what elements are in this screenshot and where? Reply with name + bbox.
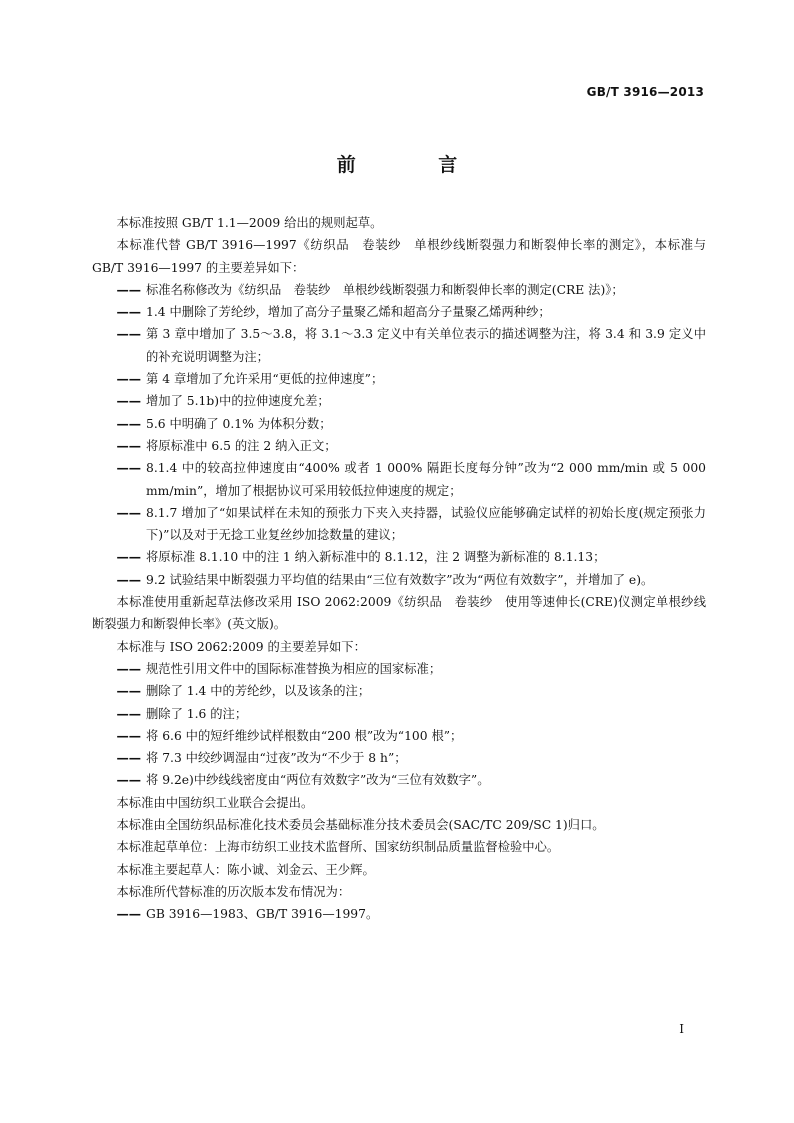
- list-item-text: 删除了 1.4 中的芳纶纱，以及该条的注；: [146, 684, 371, 699]
- paragraph: 本标准由中国纺织工业联合会提出。: [116, 795, 314, 810]
- paragraph: 本标准所代替标准的历次版本发布情况为：: [116, 884, 351, 899]
- paragraph: 本标准使用重新起草法修改采用 ISO 2062:2009《纺织品 卷装纱 使用等速伸长(CRE)仪测定单根纱线断裂强力和断裂伸长率》(英文版)。: [92, 595, 706, 632]
- list-item-text: 8.1.4 中的较高拉伸速度由“400% 或者 1 000% 隔距长度每分钟”改为“2 000 mm/min 或 5 000 mm/min”，增加了根据协议可采用较低拉伸速度的规定；: [146, 461, 706, 498]
- em-dash-marker: ——: [116, 661, 142, 676]
- foreword-body: [92, 212, 706, 926]
- list-item: [92, 301, 706, 323]
- list-item: [92, 658, 706, 680]
- list-item: [92, 546, 706, 568]
- em-dash-marker: ——: [116, 416, 142, 431]
- paragraph: 本标准由全国纺织品标准化技术委员会基础标准分技术委员会(SAC/TC 209/SC 1)归口。: [116, 818, 605, 833]
- list-item: [92, 680, 706, 702]
- list-item: [92, 457, 706, 502]
- list-item: [92, 390, 706, 412]
- em-dash-marker: ——: [116, 773, 142, 788]
- em-dash-marker: ——: [116, 572, 142, 587]
- list-item-text: 5.6 中明确了 0.1% 为体积分数；: [146, 416, 332, 431]
- list-item-text: 增加了 5.1b)中的拉伸速度允差；: [146, 394, 330, 409]
- list-item: [92, 323, 706, 368]
- em-dash-marker: ——: [116, 706, 142, 721]
- list-item-text: 1.4 中删除了芳纶纱，增加了高分子量聚乙烯和超高分子量聚乙烯两种纱；: [146, 305, 551, 320]
- list-item: [92, 502, 706, 547]
- list-item: [92, 903, 706, 925]
- list-item: [92, 279, 706, 301]
- page-title: 前 言: [336, 154, 496, 176]
- list-item-text: GB 3916—1983、GB/T 3916—1997。: [146, 907, 379, 922]
- list-item: [92, 413, 706, 435]
- paragraph: 本标准起草单位：上海市纺织工业技术监督所、国家纺织制品质量监督检验中心。: [116, 840, 560, 855]
- list-item-text: 9.2 试验结果中断裂强力平均值的结果由“三位有效数字”改为“两位有效数字”，并增加了 e)。: [146, 572, 654, 587]
- list-item: [92, 703, 706, 725]
- list-item-text: 将 6.6 中的短纤维纱试样根数由“200 根”改为“100 根”；: [146, 728, 463, 743]
- list-item-text: 删除了 1.6 的注；: [146, 706, 248, 721]
- list-item: [92, 747, 706, 769]
- list-item-text: 第 4 章增加了允许采用“更低的拉伸速度”；: [146, 372, 384, 387]
- em-dash-marker: ——: [116, 751, 142, 766]
- list-item: [92, 368, 706, 390]
- list-item: [92, 435, 706, 457]
- em-dash-marker: ——: [116, 461, 142, 476]
- list-item: [92, 725, 706, 747]
- list-item: [92, 769, 706, 791]
- list-item-text: 标准名称修改为《纺织品 卷装纱 单根纱线断裂强力和断裂伸长率的测定(CRE 法)》；: [146, 282, 624, 297]
- list-item-text: 第 3 章中增加了 3.5～3.8，将 3.1～3.3 定义中有关单位表示的描述调整为注，将 3.4 和 3.9 定义中的补充说明调整为注；: [146, 327, 706, 364]
- list-item: [92, 569, 706, 591]
- paragraph: 本标准主要起草人：陈小诚、刘金云、王少辉。: [116, 862, 375, 877]
- page-number: I: [679, 1022, 684, 1036]
- paragraph: 本标准代替 GB/T 3916—1997《纺织品 卷装纱 单根纱线断裂强力和断裂伸长率的测定》，本标准与 GB/T 3916—1997 的主要差异如下：: [92, 238, 706, 275]
- list-item-text: 将原标准中 6.5 的注 2 纳入正文；: [146, 438, 337, 453]
- em-dash-marker: ——: [116, 327, 142, 342]
- em-dash-marker: ——: [116, 305, 142, 320]
- list-item-text: 将 7.3 中绞纱调湿由“过夜”改为“不少于 8 h”；: [146, 751, 407, 766]
- standard-code: GB/T 3916—2013: [586, 85, 704, 99]
- em-dash-marker: ——: [116, 684, 142, 699]
- em-dash-marker: ——: [116, 282, 142, 297]
- list-item-text: 将原标准 8.1.10 中的注 1 纳入新标准中的 8.1.12，注 2 调整为新标准的 8.1.13；: [146, 550, 606, 565]
- em-dash-marker: ——: [116, 907, 142, 922]
- em-dash-marker: ——: [116, 550, 142, 565]
- list-item-text: 规范性引用文件中的国际标准替换为相应的国家标准；: [146, 661, 442, 676]
- paragraph: 本标准与 ISO 2062:2009 的主要差异如下：: [116, 639, 366, 654]
- paragraph: 本标准按照 GB/T 1.1—2009 给出的规则起草。: [116, 216, 383, 230]
- list-item-text: 将 9.2e)中纱线线密度由“两位有效数字”改为“三位有效数字”。: [146, 773, 490, 788]
- em-dash-marker: ——: [116, 372, 142, 387]
- em-dash-marker: ——: [116, 394, 142, 409]
- list-item-text: 8.1.7 增加了“如果试样在未知的预张力下夹入夹持器，试验仪应能够确定试样的初始长度(规定预张力下)”以及对于无捻工业复丝纱加捻数量的建议；: [146, 505, 706, 543]
- em-dash-marker: ——: [116, 438, 142, 453]
- em-dash-marker: ——: [116, 505, 142, 520]
- em-dash-marker: ——: [116, 728, 142, 743]
